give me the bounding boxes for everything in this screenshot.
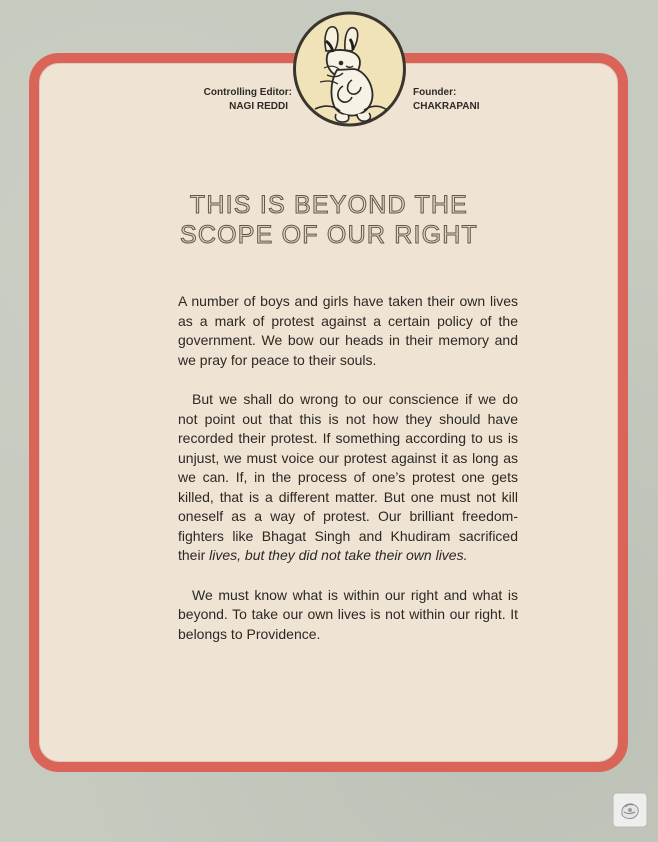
watermark-logo-icon bbox=[612, 792, 648, 828]
page-title bbox=[0, 190, 658, 250]
paragraph-2 bbox=[178, 390, 518, 566]
title-line-1: THIS IS BEYOND THE bbox=[189, 191, 469, 219]
watermark bbox=[612, 792, 648, 828]
paragraph-3: We must know what is within our right and what is beyond. To take our own lives is not within our right. It belongs to Providence. bbox=[178, 586, 518, 642]
paragraph-2-end: lives, but they did not take their own lives. bbox=[209, 547, 468, 563]
rabbit-logo-icon bbox=[292, 10, 407, 128]
editor-name: NAGI REDDI bbox=[229, 101, 288, 112]
paragraph-2-start: But we shall do wrong to our conscience if we do not point out that this is not how they should have recorded their protest. If something according to us is unjust, we must voice our protest against it as long as we can. If, in the process of one’s protest one gets killed, that is a different matter. But one must not kill oneself as a way of protest. Our brilliant freedom-fighters like Bhagat Singh and Khudiram sacrificed their bbox=[178, 391, 518, 563]
founder-name: CHAKRAPANI bbox=[413, 101, 480, 112]
founder-credit bbox=[413, 86, 533, 114]
founder-role-label: Founder: bbox=[413, 87, 457, 98]
publication-logo bbox=[292, 10, 407, 128]
paragraph-1: A number of boys and girls have taken their own lives as a mark of protest against a certain policy of the government. We bow our heads in their memory and we pray for peace to their souls. bbox=[178, 293, 518, 368]
editor-credit bbox=[182, 86, 292, 114]
editor-role-label: Controlling Editor: bbox=[203, 87, 292, 98]
title-line-2: SCOPE OF OUR RIGHT bbox=[179, 221, 478, 249]
article-body bbox=[178, 292, 518, 644]
